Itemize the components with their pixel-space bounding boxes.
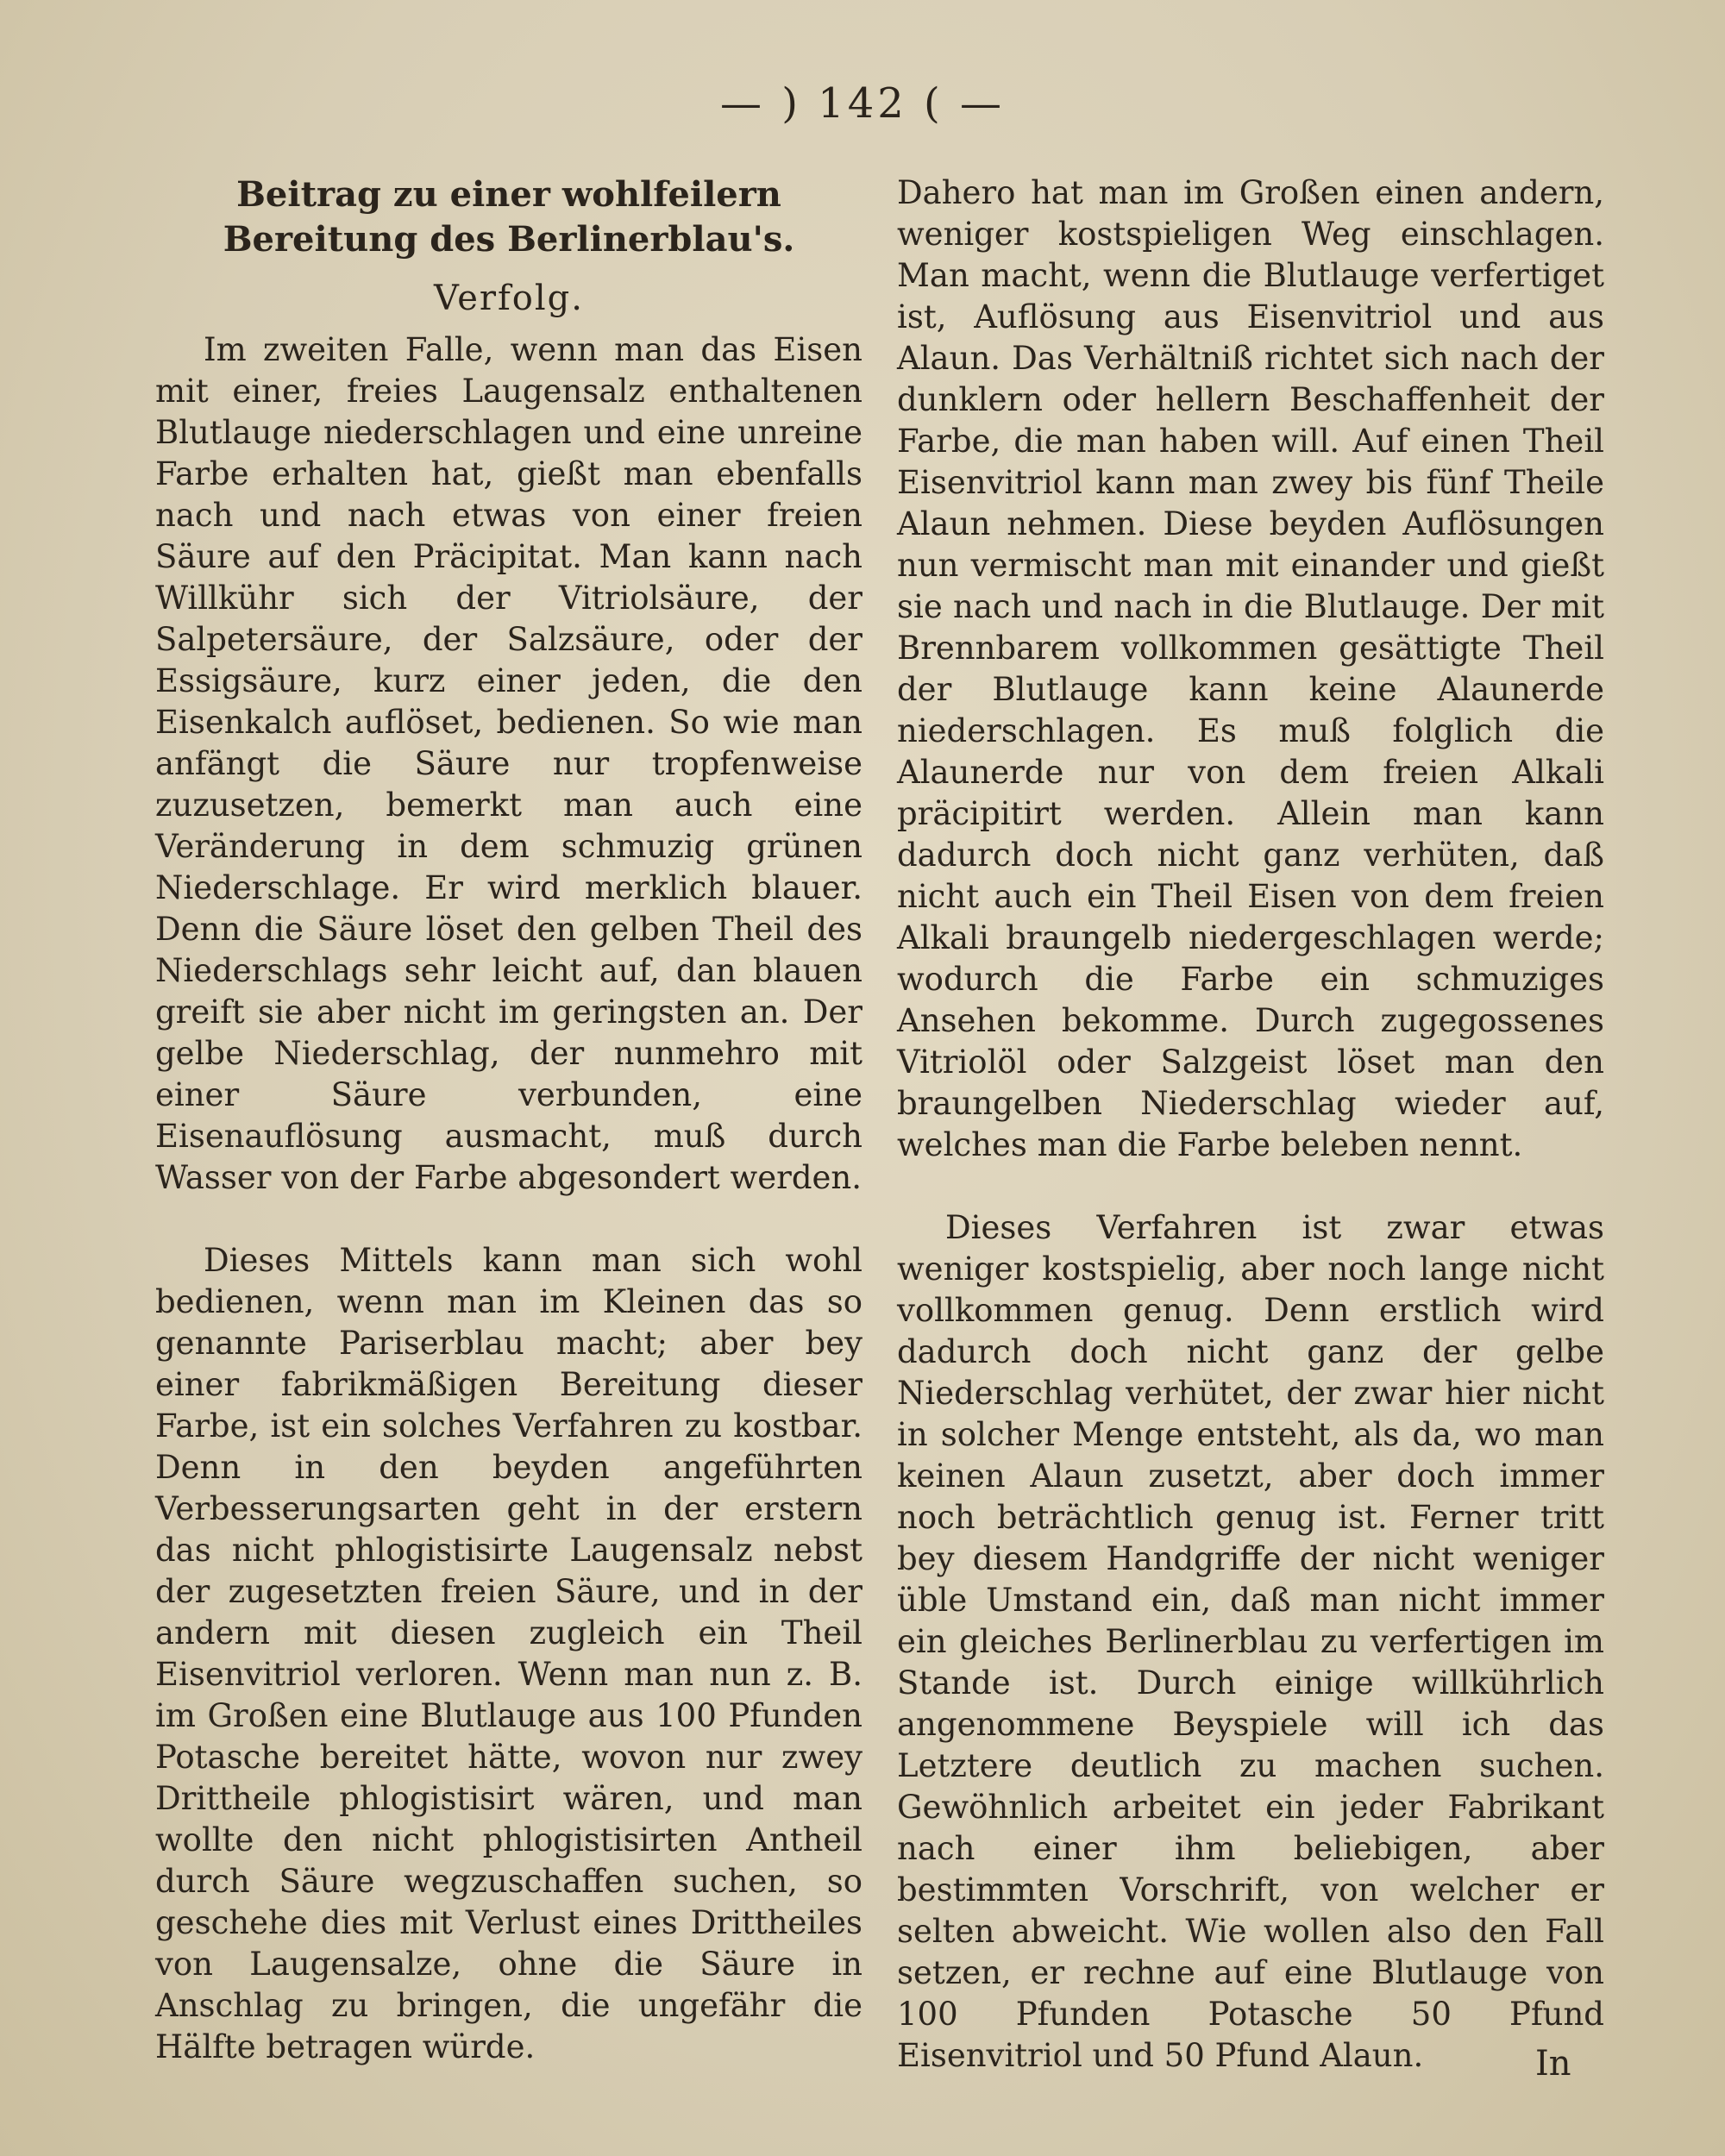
paragraph: Im zweiten Falle, wenn man das Eisen mit einer, freies Laugensalz enthaltenen Blutlauge niederschlagen und eine unreine Farbe erhalten hat, gießt man ebenfalls nach und nach etwas von einer freien Säure auf den Präcipitat. Man kann nach Willkühr sich der Vitriolsäure, der Salpetersäure, der Salzsäure, oder der Essigsäure, kurz einer jeden, die den Eisenkalch auflöset, bedienen. So wie man anfängt die Säure nur tropfenweise zuzusetzen, bemerkt man auch eine Veränderung in dem schmuzig grünen Niederschlage. Er wird merklich blauer. Denn die Säure löset den gelben Theil des Niederschlags sehr leicht auf, dan blauen greift sie aber nicht im geringsten an. Der gelbe Niederschlag, der nunmehro mit einer Säure verbunden, eine Eisenauflösung ausmacht, muß durch Wasser von der Farbe abgesondert werden. <box>155 331 862 1196</box>
article-title: Beitrag zu einer wohlfeilern Bereitung des Berlinerblau's. <box>223 174 795 260</box>
paragraph: Dahero hat man im Großen einen andern, weniger kostspieligen Weg einschlagen. Man macht, wenn die Blutlauge verfertiget ist, Auflösung aus Eisenvitriol und aus Alaun. Das Verhältniß richtet sich nach der dunklern oder hellern Beschaffenheit der Farbe, die man haben will. Auf einen Theil Eisenvitriol kann man zwey bis fünf Theile Alaun nehmen. Diese beyden Auflösungen nun vermischt man mit einander und gießt sie nach und nach in die Blutlauge. Der mit Brennbarem vollkommen gesättigte Theil der Blutlauge kann keine Alaunerde niederschlagen. Es muß folglich die Alaunerde nur von dem freien Alkali präcipitirt werden. Allein man kann dadurch doch nicht ganz verhüten, daß nicht auch ein Theil Eisen von dem freien Alkali braungelb niedergeschlagen werde; wodurch die Farbe ein schmuziges Ansehen bekomme. Durch zugegossenes Vitriolöl oder Salzgeist löset man den braungelben Niederschlag wieder auf, welches man die Farbe beleben nennt. <box>897 174 1604 1163</box>
paragraph: Dieses Mittels kann man sich wohl bedienen, wenn man im Kleinen das so genannte Pariserblau macht; aber bey einer fabrikmäßigen Bereitung dieser Farbe, ist ein solches Verfahren zu kostbar. Denn in den beyden angeführten Verbesserungsarten geht in der erstern das nicht phlogistisirte Laugensalz nebst der zugesetzten freien Säure, und in der andern mit diesen zugleich ein Theil Eisenvitriol verloren. Wenn man nun z. B. im Großen eine Blutlauge aus 100 Pfunden Potasche bereitet hätte, wovon nur zwey Drittheile phlogistisirt wären, und man wollte den nicht phlogistisirten Antheil durch Säure wegzuschaffen suchen, so geschehe dies mit Verlust eines Drittheiles von Laugensalze, ohne die Säure in Anschlag zu bringen, die ungefähr die Hälfte betragen würde. <box>155 1242 862 2065</box>
paragraph: Dieses Verfahren ist zwar etwas weniger kostspielig, aber noch lange nicht vollkommen genug. Denn erstlich wird dadurch doch nicht ganz der gelbe Niederschlag verhütet, der zwar hier nicht in solcher Menge entsteht, als da, wo man keinen Alaun zusetzt, aber doch immer noch beträchtlich genug ist. Ferner tritt bey diesem Handgriffe der nicht weniger üble Umstand ein, daß man nicht immer ein gleiches Berlinerblau zu verfertigen im Stande ist. Durch einige willkührlich angenommene Beyspiele will ich das Letztere deutlich zu machen suchen. Gewöhnlich arbeitet ein jeder Fabrikant nach einer ihm beliebigen, aber bestimmten Vorschrift, von welcher er selten abweicht. Wie wollen also den Fall setzen, er rechne auf eine Blutlauge von 100 Pfunden Potasche 50 Pfund Eisenvitriol und 50 Pfund Alaun. <box>897 1209 1604 2074</box>
page-number: — ) 142 ( — <box>719 79 1006 128</box>
left-column <box>155 172 862 2109</box>
catchword: In <box>1535 2044 1571 2084</box>
right-column <box>897 172 1604 2118</box>
article-subtitle: Verfolg. <box>433 279 584 318</box>
